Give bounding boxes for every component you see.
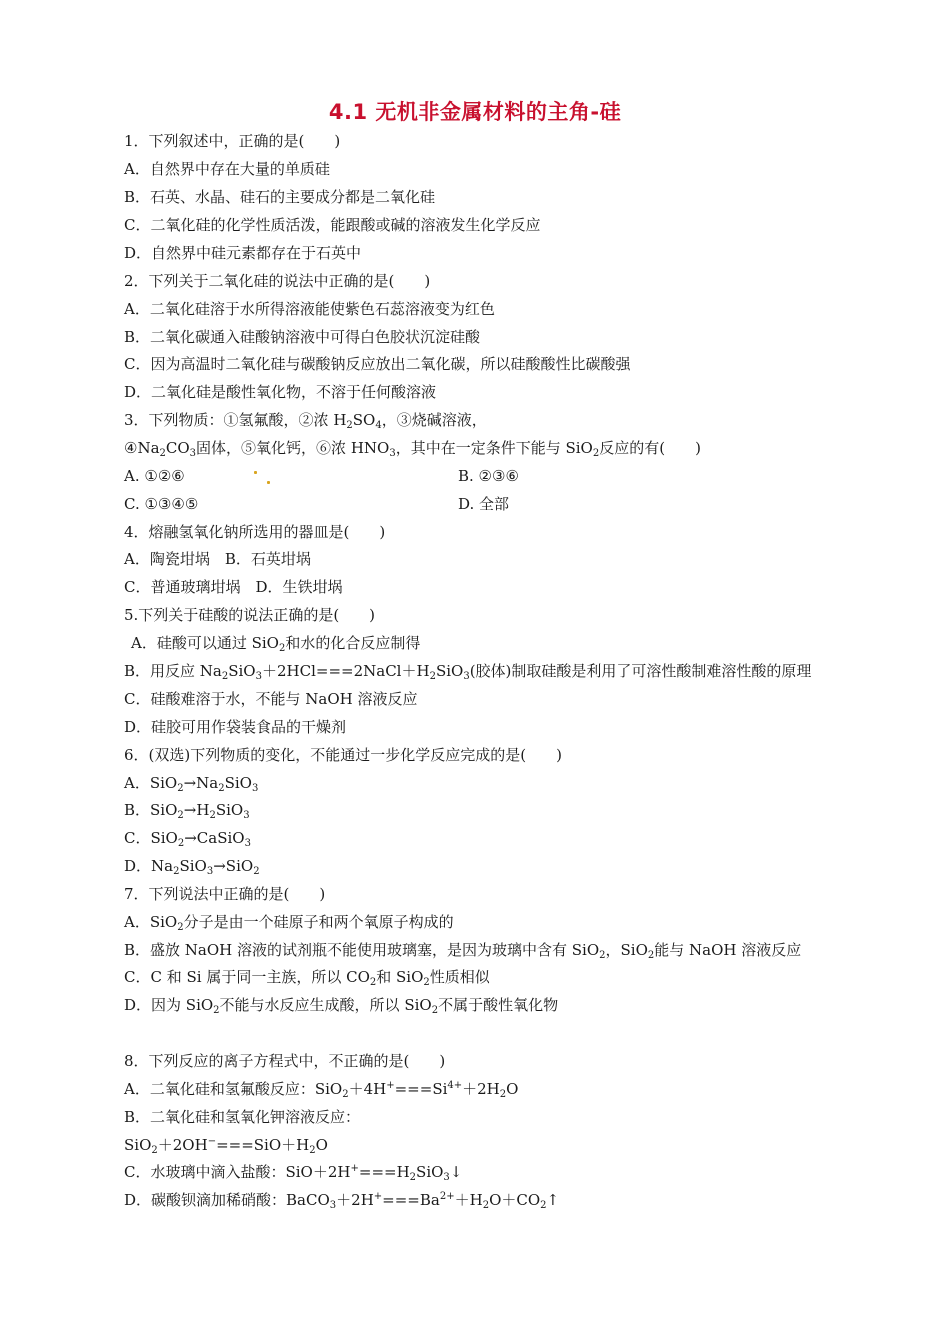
question-2-option-c: C．因为高温时二氧化硅与碳酸钠反应放出二氧化碳，所以硅酸酸性比碳酸强	[124, 355, 631, 373]
question-4-options-cd: C．普通玻璃坩埚 D．生铁坩埚	[124, 578, 343, 596]
question-6-stem: 6．(双选)下列物质的变化，不能通过一步化学反应完成的是( )	[124, 746, 562, 764]
question-6-option-d: D．$Na_2SiO_3\to SiO_2$	[124, 857, 260, 877]
question-2-option-b: B．二氧化碳通入硅酸钠溶液中可得白色胶状沉淀硅酸	[124, 328, 481, 346]
question-3-stem-line1: 3．下列物质：①氢氟酸，②浓 $H_2SO_4$，③烧碱溶液，	[124, 411, 487, 431]
question-4-options-ab: A．陶瓷坩埚 B．石英坩埚	[124, 550, 311, 568]
scan-artifact-dot	[267, 481, 270, 484]
question-8-option-d: D．碳酸钡滴加稀硝酸：$BaCO_3+2H^+===Ba^{2+}+H_2O+CO_2↑$	[124, 1191, 560, 1211]
question-3-stem-line2: $④Na_2CO_3$固体，⑤氧化钙，⑥浓 $HNO_3$，其中在一定条件下能与 SiO$_2$反应的有( )	[124, 439, 701, 459]
question-1-option-b: B．石英、水晶、硅石的主要成分都是二氧化硅	[124, 188, 436, 206]
question-3-option-a: A. ①②⑥	[124, 467, 185, 485]
question-3-option-d: D. 全部	[458, 495, 510, 513]
question-5-option-c: C．硅酸难溶于水，不能与 NaOH 溶液反应	[124, 690, 418, 708]
question-5-option-d: D．硅胶可用作袋装食品的干燥剂	[124, 718, 347, 736]
question-7-stem: 7．下列说法中正确的是( )	[124, 885, 326, 903]
question-8-option-b-equation: $SiO_2+2OH^-===SiO+H_2O$	[124, 1136, 328, 1156]
question-7-option-a: A．SiO$_2$分子是由一个硅原子和两个氧原子构成的	[124, 913, 454, 933]
page-title: 4.1 无机非金属材料的主角-硅	[328, 100, 622, 124]
question-2-option-d: D．二氧化硅是酸性氧化物，不溶于任何酸溶液	[124, 383, 437, 401]
question-6-option-c: C．SiO$_2$→CaSiO$_3$	[124, 829, 251, 849]
question-6-option-a: A．$SiO_2\to Na_2SiO_3$	[124, 774, 259, 794]
question-8-option-c: C．水玻璃中滴入盐酸：$SiO+2H^+===H_2SiO_3↓$	[124, 1163, 463, 1183]
question-7-option-c: C．C 和 Si 属于同一主族，所以 $CO_2$和 SiO$_2$性质相似	[124, 968, 490, 988]
question-5-option-a: A．硅酸可以通过 SiO$_2$和水的化合反应制得	[131, 634, 421, 654]
question-4-stem: 4．熔融氢氧化钠所选用的器皿是( )	[124, 523, 386, 541]
question-8-option-b: B．二氧化硅和氢氧化钾溶液反应：	[124, 1108, 361, 1126]
question-1-option-a: A．自然界中存在大量的单质硅	[124, 160, 330, 178]
question-2-option-a: A．二氧化硅溶于水所得溶液能使紫色石蕊溶液变为红色	[124, 300, 495, 318]
question-1-stem: 1．下列叙述中，正确的是( )	[124, 132, 341, 150]
question-7-option-b: B．盛放 NaOH 溶液的试剂瓶不能使用玻璃塞，是因为玻璃中含有 SiO$_2$，SiO$_2$能与 NaOH 溶液反应	[124, 941, 802, 961]
question-3-option-c: C. ①③④⑤	[124, 495, 199, 513]
question-8-stem: 8．下列反应的离子方程式中，不正确的是( )	[124, 1052, 446, 1070]
question-5-option-b: B．用反应 $Na_2SiO_3+2HCl===2NaCl+H_2SiO_3$(胶体)制取硅酸是利用了可溶性酸制难溶性酸的原理	[124, 662, 812, 682]
question-1-option-d: D．自然界中硅元素都存在于石英中	[124, 244, 362, 262]
question-2-stem: 2．下列关于二氧化硅的说法中正确的是( )	[124, 272, 431, 290]
question-6-option-b: B．$SiO_2\to H_2SiO_3$	[124, 801, 250, 821]
question-3-options-row2	[124, 494, 824, 514]
question-3-options-row1	[124, 466, 824, 486]
question-8-option-a: A．二氧化硅和氢氟酸反应：$SiO_2+4H^+===Si^{4+}+2H_2O$	[124, 1080, 519, 1100]
question-5-stem: 5.下列关于硅酸的说法正确的是( )	[124, 606, 376, 624]
question-3-option-b: B. ②③⑥	[458, 467, 519, 485]
scan-artifact-dot	[254, 471, 257, 474]
question-7-option-d: D．因为 SiO$_2$不能与水反应生成酸，所以 SiO$_2$不属于酸性氧化物	[124, 996, 559, 1016]
question-1-option-c: C．二氧化硅的化学性质活泼，能跟酸或碱的溶液发生化学反应	[124, 216, 541, 234]
